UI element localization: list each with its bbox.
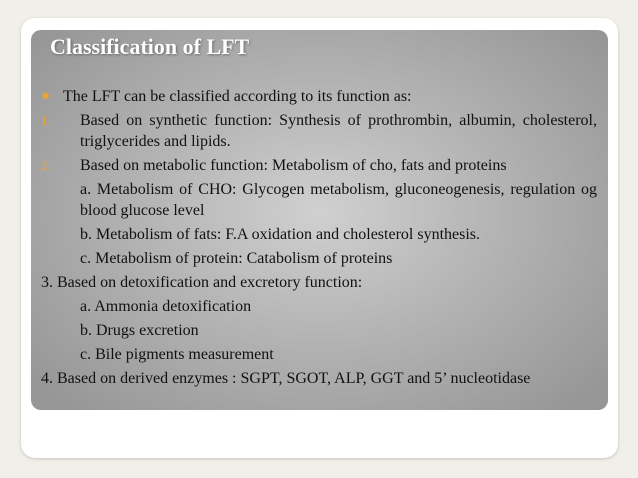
- item-3-sub-b: [41, 320, 597, 341]
- item-4: [41, 368, 597, 389]
- numbered-marker: 1.: [41, 113, 51, 128]
- item-3-sub-c: [41, 344, 597, 365]
- sub-item-text: c. Bile pigments measurement: [80, 346, 274, 363]
- sub-item-text: b. Drugs excretion: [80, 322, 199, 339]
- numbered-item-text: Based on synthetic function: Synthesis of prothrombin, albumin, cholesterol, triglycerides and lipids.: [80, 112, 597, 150]
- item-3: [41, 272, 597, 293]
- numbered-item-1: [41, 110, 597, 152]
- slide-body: [41, 86, 597, 389]
- intro-bullet: [41, 86, 597, 107]
- slide-title: Classification of LFT: [50, 34, 250, 59]
- item-3-sub-a: [41, 296, 597, 317]
- metabolic-sub-b: [41, 224, 597, 245]
- item-4-text: 4. Based on derived enzymes : SGPT, SGOT, ALP, GGT and 5’ nucleotidase: [41, 370, 531, 387]
- sub-item-text: a. Metabolism of CHO: Glycogen metabolism, gluconeogenesis, regulation og blood glucose level: [80, 181, 597, 219]
- intro-text: The LFT can be classified according to its function as:: [63, 88, 412, 105]
- sub-item-text: b. Metabolism of fats: F.A oxidation and cholesterol synthesis.: [80, 226, 481, 243]
- bullet-dot-icon: ●: [41, 88, 51, 104]
- metabolic-sub-a: [41, 179, 597, 221]
- numbered-item-2: [41, 155, 597, 176]
- sub-item-text: c. Metabolism of protein: Catabolism of proteins: [80, 250, 393, 267]
- sub-item-text: a. Ammonia detoxification: [80, 298, 252, 315]
- numbered-marker: 2.: [41, 158, 51, 173]
- item-3-text: 3. Based on detoxification and excretory function:: [41, 274, 363, 291]
- metabolic-sub-c: [41, 248, 597, 269]
- numbered-item-text: Based on metabolic function: Metabolism of cho, fats and proteins: [80, 157, 507, 174]
